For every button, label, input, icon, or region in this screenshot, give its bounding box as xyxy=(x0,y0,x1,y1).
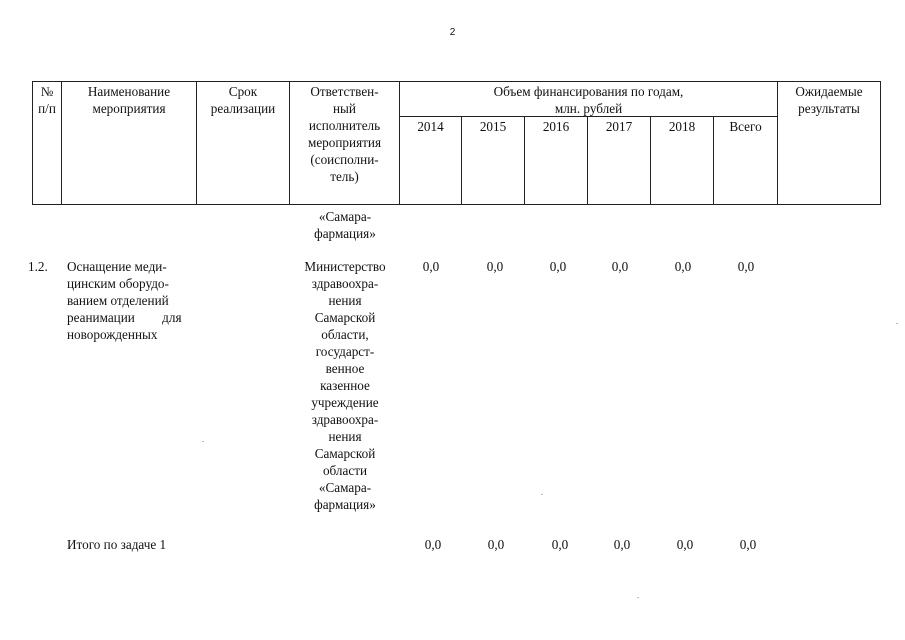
row-name: Оснащение меди- цинским оборудо- ванием отделений реанимации для новорожденных xyxy=(67,259,182,342)
total-value-total: 0,0 xyxy=(739,537,757,552)
row-value-2018: 0,0 xyxy=(674,259,692,274)
row-number: 1.2. xyxy=(28,259,48,274)
scan-speck xyxy=(541,494,543,495)
row-value-2015: 0,0 xyxy=(486,259,504,274)
header-year-2018: 2018 xyxy=(668,119,696,134)
header-year-2015: 2015 xyxy=(479,119,507,134)
table-header xyxy=(32,81,881,205)
scan-speck xyxy=(637,597,639,598)
page-number: 2 xyxy=(449,27,456,38)
total-value-2016: 0,0 xyxy=(551,537,569,552)
scan-speck xyxy=(202,441,204,442)
header-year-2017: 2017 xyxy=(605,119,633,134)
total-label: Итого по задаче 1 xyxy=(67,537,167,552)
header-funding: Объем финансирования по годам, млн. рублей xyxy=(493,84,684,116)
row-value-total: 0,0 xyxy=(737,259,755,274)
row-value-2016: 0,0 xyxy=(549,259,567,274)
header-right-border xyxy=(880,81,881,205)
header-total: Всего xyxy=(729,119,762,134)
header-bottom-border xyxy=(32,204,881,205)
row-value-2014: 0,0 xyxy=(422,259,440,274)
row-responsible: Министерство здравоохра- нения Самарской области, государст- венное казенное учреждение здравоохра- нения Самарской области «Самара- фармация» xyxy=(304,259,386,512)
header-responsible: Ответствен- ный исполнитель мероприятия (соисполни- тель) xyxy=(307,84,382,184)
header-term: Срок реализации xyxy=(210,84,276,116)
total-value-2017: 0,0 xyxy=(613,537,631,552)
header-name: Наименование мероприятия xyxy=(87,84,171,116)
header-year-2016: 2016 xyxy=(542,119,570,134)
total-value-2015: 0,0 xyxy=(487,537,505,552)
carryover-text: «Самара- фармация» xyxy=(314,209,376,241)
header-top-border xyxy=(32,81,881,82)
header-year-2014: 2014 xyxy=(417,119,444,134)
total-value-2018: 0,0 xyxy=(676,537,694,552)
header-expected-results: Ожидаемые результаты xyxy=(795,84,863,116)
header-number: № п/п xyxy=(38,84,56,116)
total-value-2014: 0,0 xyxy=(424,537,442,552)
row-value-2017: 0,0 xyxy=(611,259,629,274)
scan-speck xyxy=(896,323,898,324)
